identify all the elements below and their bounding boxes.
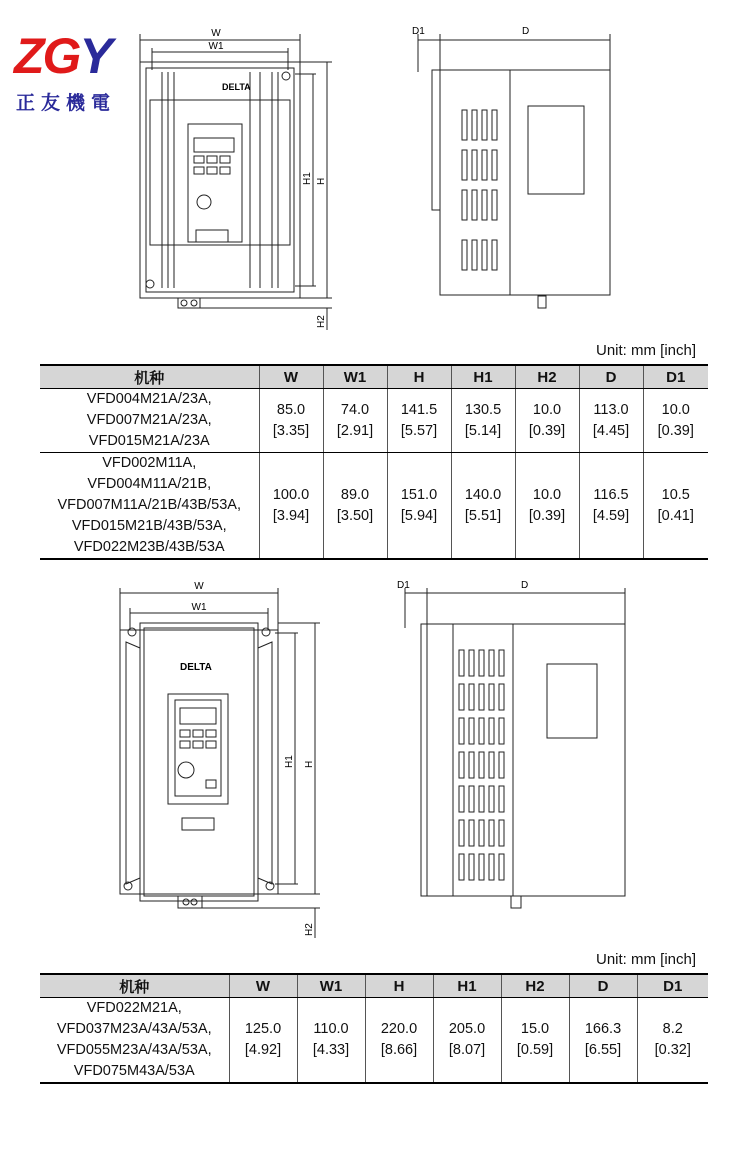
- col-header-h1: H1: [451, 365, 515, 389]
- value-cell-h: 220.0 [8.66]: [365, 998, 433, 1084]
- unit-label-2: Unit: mm [inch]: [596, 951, 697, 968]
- table-header-row: [40, 365, 708, 389]
- dim-label-h: H: [304, 760, 315, 768]
- col-header-h2: H2: [501, 974, 569, 998]
- value-cell-h1: 140.0 [5.51]: [451, 453, 515, 560]
- value-cell-h2: 10.0 [0.39]: [515, 389, 579, 453]
- value-cell-d: 113.0 [4.45]: [579, 389, 643, 453]
- col-header-d: D: [569, 974, 637, 998]
- dim-label-d: D: [521, 580, 529, 591]
- value-cell-h: 151.0 [5.94]: [387, 453, 451, 560]
- value-cell-h: 141.5 [5.57]: [387, 389, 451, 453]
- logo-chinese-name: 正友機電: [16, 92, 117, 114]
- value-cell-h1: 205.0 [8.07]: [433, 998, 501, 1084]
- value-cell-h1: 130.5 [5.14]: [451, 389, 515, 453]
- value-cell-d1: 10.0 [0.39]: [643, 389, 708, 453]
- value-cell-d: 116.5 [4.59]: [579, 453, 643, 560]
- value-cell-w1: 89.0 [3.50]: [323, 453, 387, 560]
- dim-label-w: W: [194, 581, 204, 592]
- spec-table-1: [40, 364, 708, 560]
- value-cell-h2: 15.0 [0.59]: [501, 998, 569, 1084]
- model-cell: VFD022M21A, VFD037M23A/43A/53A, VFD055M23A/43A/53A, VFD075M43A/53A: [40, 998, 229, 1084]
- table-header-row: [40, 974, 708, 998]
- table-row: [40, 998, 708, 1084]
- model-cell: VFD004M21A/23A, VFD007M21A/23A, VFD015M21A/23A: [40, 389, 259, 453]
- value-cell-d1: 10.5 [0.41]: [643, 453, 708, 560]
- dim-label-h2: H2: [316, 315, 327, 328]
- value-cell-w1: 110.0 [4.33]: [297, 998, 365, 1084]
- value-cell-d1: 8.2 [0.32]: [637, 998, 708, 1084]
- value-cell-w: 100.0 [3.94]: [259, 453, 323, 560]
- side-view-drawing-1: [410, 20, 620, 320]
- logo-wordmark: ZGY: [14, 28, 111, 84]
- col-header-w1: W1: [297, 974, 365, 998]
- front-view-drawing-2: [100, 578, 360, 943]
- dim-label-w1: W1: [208, 41, 224, 52]
- col-header-w: W: [259, 365, 323, 389]
- col-header-w: W: [229, 974, 297, 998]
- dim-label-w: W: [211, 28, 221, 39]
- value-cell-w: 125.0 [4.92]: [229, 998, 297, 1084]
- col-header-model: 机种: [40, 974, 229, 998]
- col-header-d1: D1: [637, 974, 708, 998]
- col-header-h: H: [365, 974, 433, 998]
- dim-label-h1: H1: [302, 172, 313, 185]
- dim-label-h2: H2: [304, 923, 315, 936]
- col-header-d1: D1: [643, 365, 708, 389]
- unit-label-1: Unit: mm [inch]: [596, 342, 697, 359]
- front-view-drawing-1: [100, 20, 360, 340]
- dim-label-d1: D1: [397, 580, 410, 591]
- dim-label-h: H: [316, 177, 327, 185]
- dim-label-d: D: [522, 26, 530, 37]
- value-cell-w: 85.0 [3.35]: [259, 389, 323, 453]
- maker-logo: DELTA: [222, 82, 251, 92]
- value-cell-h2: 10.0 [0.39]: [515, 453, 579, 560]
- spec-table-2: [40, 973, 708, 1084]
- table-row: [40, 389, 708, 453]
- col-header-h: H: [387, 365, 451, 389]
- col-header-model: 机种: [40, 365, 259, 389]
- col-header-h1: H1: [433, 974, 501, 998]
- col-header-h2: H2: [515, 365, 579, 389]
- value-cell-w1: 74.0 [2.91]: [323, 389, 387, 453]
- value-cell-d: 166.3 [6.55]: [569, 998, 637, 1084]
- dim-label-d1: D1: [412, 26, 425, 37]
- dim-label-h1: H1: [284, 755, 295, 768]
- col-header-w1: W1: [323, 365, 387, 389]
- maker-logo: DELTA: [180, 662, 212, 673]
- dim-label-w1: W1: [191, 602, 207, 613]
- table-row: [40, 453, 708, 560]
- model-cell: VFD002M11A, VFD004M11A/21B, VFD007M11A/21B/43B/53A, VFD015M21B/43B/53A, VFD022M23B/43B/53A: [40, 453, 259, 560]
- col-header-d: D: [579, 365, 643, 389]
- side-view-drawing-2: [395, 578, 635, 913]
